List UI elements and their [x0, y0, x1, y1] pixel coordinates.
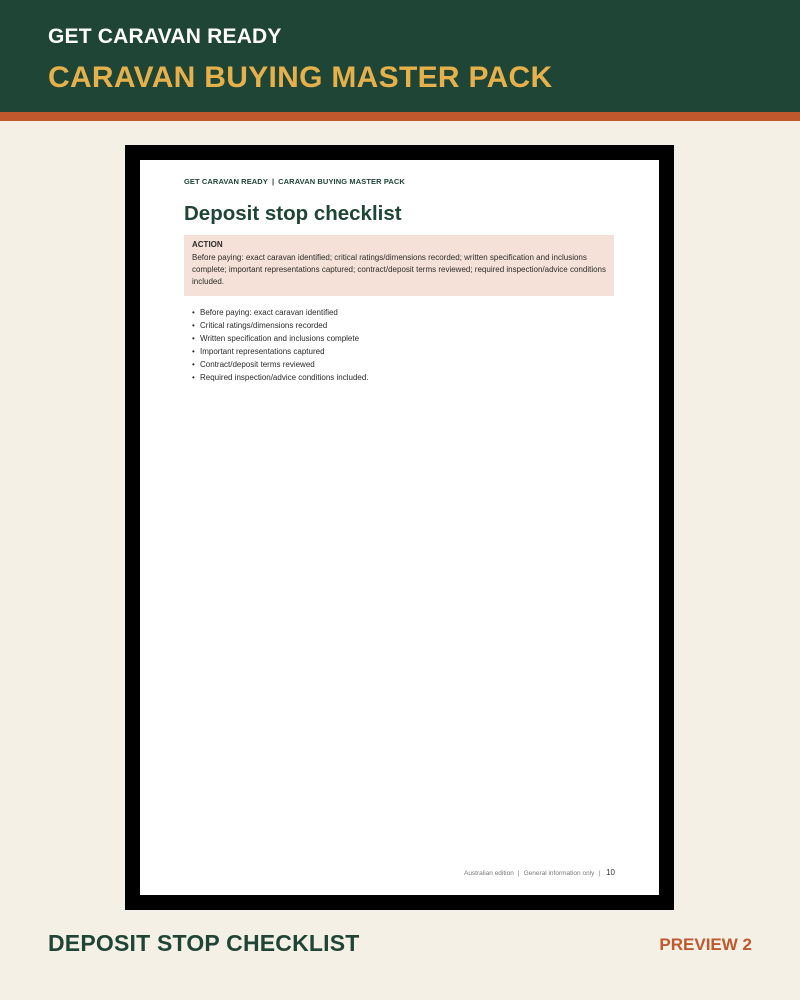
- document-title: Deposit stop checklist: [184, 202, 402, 225]
- pack-title: CARAVAN BUYING MASTER PACK: [48, 61, 553, 94]
- running-head: [184, 177, 405, 186]
- footer-separator: |: [517, 870, 520, 877]
- checklist-item: • Critical ratings/dimensions recorded: [192, 319, 369, 332]
- checklist: [192, 306, 369, 384]
- footer-separator: |: [598, 870, 601, 877]
- action-label: ACTION: [192, 240, 223, 249]
- footer-note: General information only: [523, 870, 595, 877]
- header-accent-rule: [0, 112, 800, 121]
- preview-label: PREVIEW 2: [659, 935, 752, 954]
- checklist-item: • Written specification and inclusions complete: [192, 332, 369, 345]
- page-footer: [464, 868, 615, 877]
- action-text: Before paying: exact caravan identified; critical ratings/dimensions recorded; written specification and inclusions complete; important representations captured; contract/deposit terms reviewed; required inspection/advice conditions included.: [192, 253, 606, 286]
- page-number: 10: [606, 868, 615, 877]
- document-page: [140, 160, 659, 895]
- running-head-separator: |: [271, 177, 275, 186]
- brand-name: GET CARAVAN READY: [48, 25, 282, 48]
- action-box: [184, 235, 614, 296]
- checklist-item: • Important representations captured: [192, 345, 369, 358]
- running-head-pack: CARAVAN BUYING MASTER PACK: [278, 177, 405, 186]
- preview-caption-title: DEPOSIT STOP CHECKLIST: [48, 930, 360, 956]
- running-head-brand: GET CARAVAN READY: [184, 177, 268, 186]
- checklist-item: • Before paying: exact caravan identified: [192, 306, 369, 319]
- footer-edition: Australian edition: [463, 870, 514, 877]
- header-banner: [0, 0, 800, 112]
- checklist-item: • Contract/deposit terms reviewed: [192, 358, 369, 371]
- checklist-item: • Required inspection/advice conditions included.: [192, 371, 369, 384]
